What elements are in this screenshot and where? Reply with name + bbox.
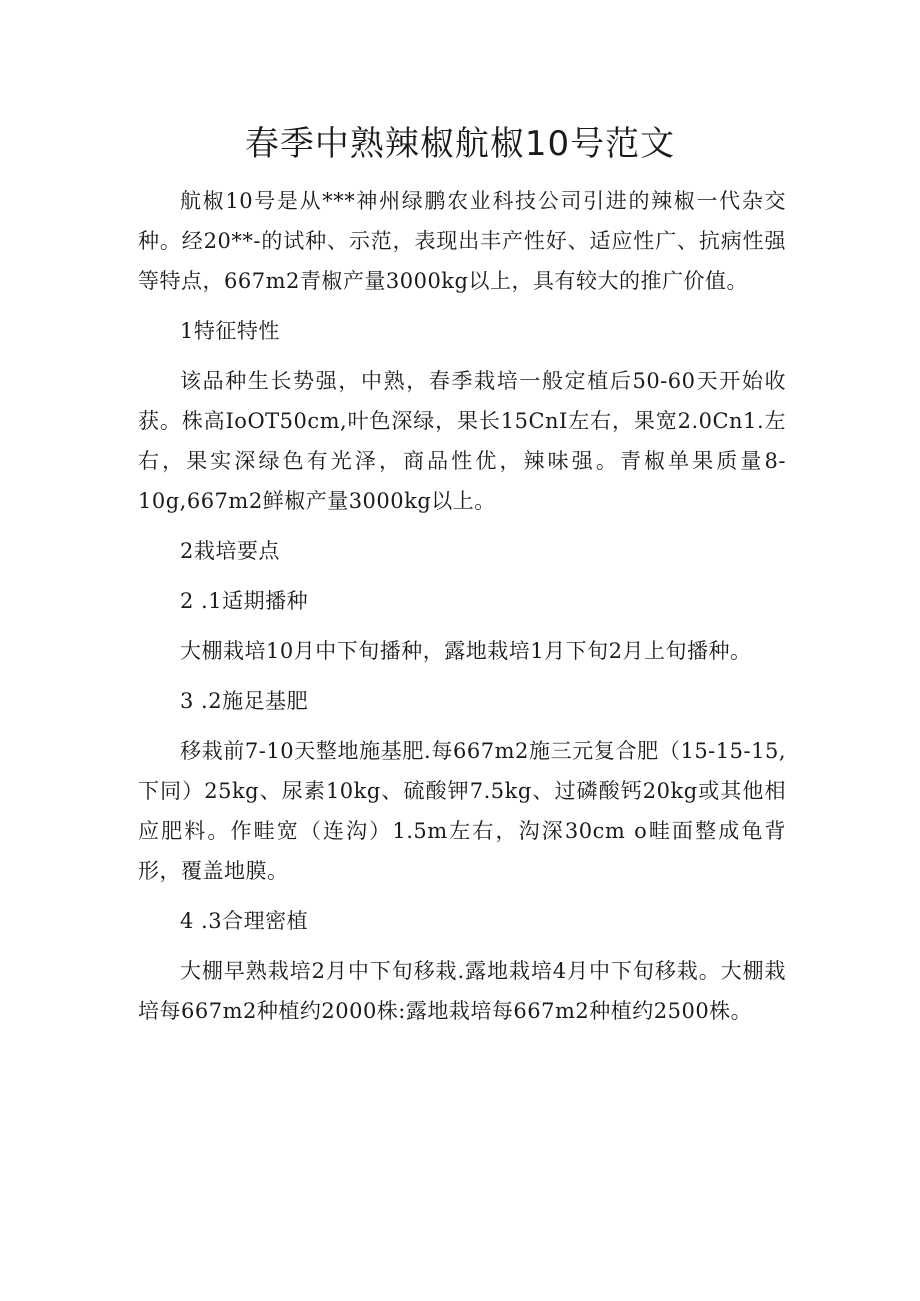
intro-paragraph: 航椒10号是从***神州绿鹏农业科技公司引进的辣椒一代杂交种。经20**-的试种、示范，表现出丰产性好、适应性广、抗病性强等特点，667m2青椒产量3000kg以上，具有较大的推广价值。 <box>138 189 786 293</box>
section-heading-features: 1特征特性 <box>180 319 280 343</box>
sowing-paragraph: 大棚栽培10月中下旬播种，露地栽培1月下旬2月上旬播种。 <box>180 639 752 663</box>
subheading-sowing: 2 .1适期播种 <box>180 589 309 613</box>
planting-density-paragraph: 大棚早熟栽培2月中下旬移栽.露地栽培4月中下旬移栽。大棚栽培每667m2种植约2000株:露地栽培每667m2种植约2500株。 <box>138 959 786 1023</box>
fertilizer-paragraph: 移栽前7-10天整地施基肥.每667m2施三元复合肥（15-15-15,下同）25kg、尿素10kg、硫酸钾7.5kg、过磷酸钙20kg或其他相应肥料。作畦宽（连沟）1.5m左右，沟深30cm o畦面整成龟背形，覆盖地膜。 <box>138 739 786 883</box>
features-paragraph: 该品种生长势强，中熟，春季栽培一般定植后50-60天开始收获。株高IoOT50cm,叶色深绿，果长15CnI左右，果宽2.0Cn1.左右，果实深绿色有光泽，商品性优，辣味强。青椒单果质量8-10g,667m2鲜椒产量3000kg以上。 <box>138 369 786 513</box>
section-heading-cultivation: 2栽培要点 <box>180 539 280 563</box>
subheading-fertilizer: 3 .2施足基肥 <box>180 689 309 713</box>
page-title: 春季中熟辣椒航椒10号范文 <box>244 124 676 164</box>
subheading-planting-density: 4 .3合理密植 <box>180 909 309 933</box>
document-body <box>138 181 786 1031</box>
